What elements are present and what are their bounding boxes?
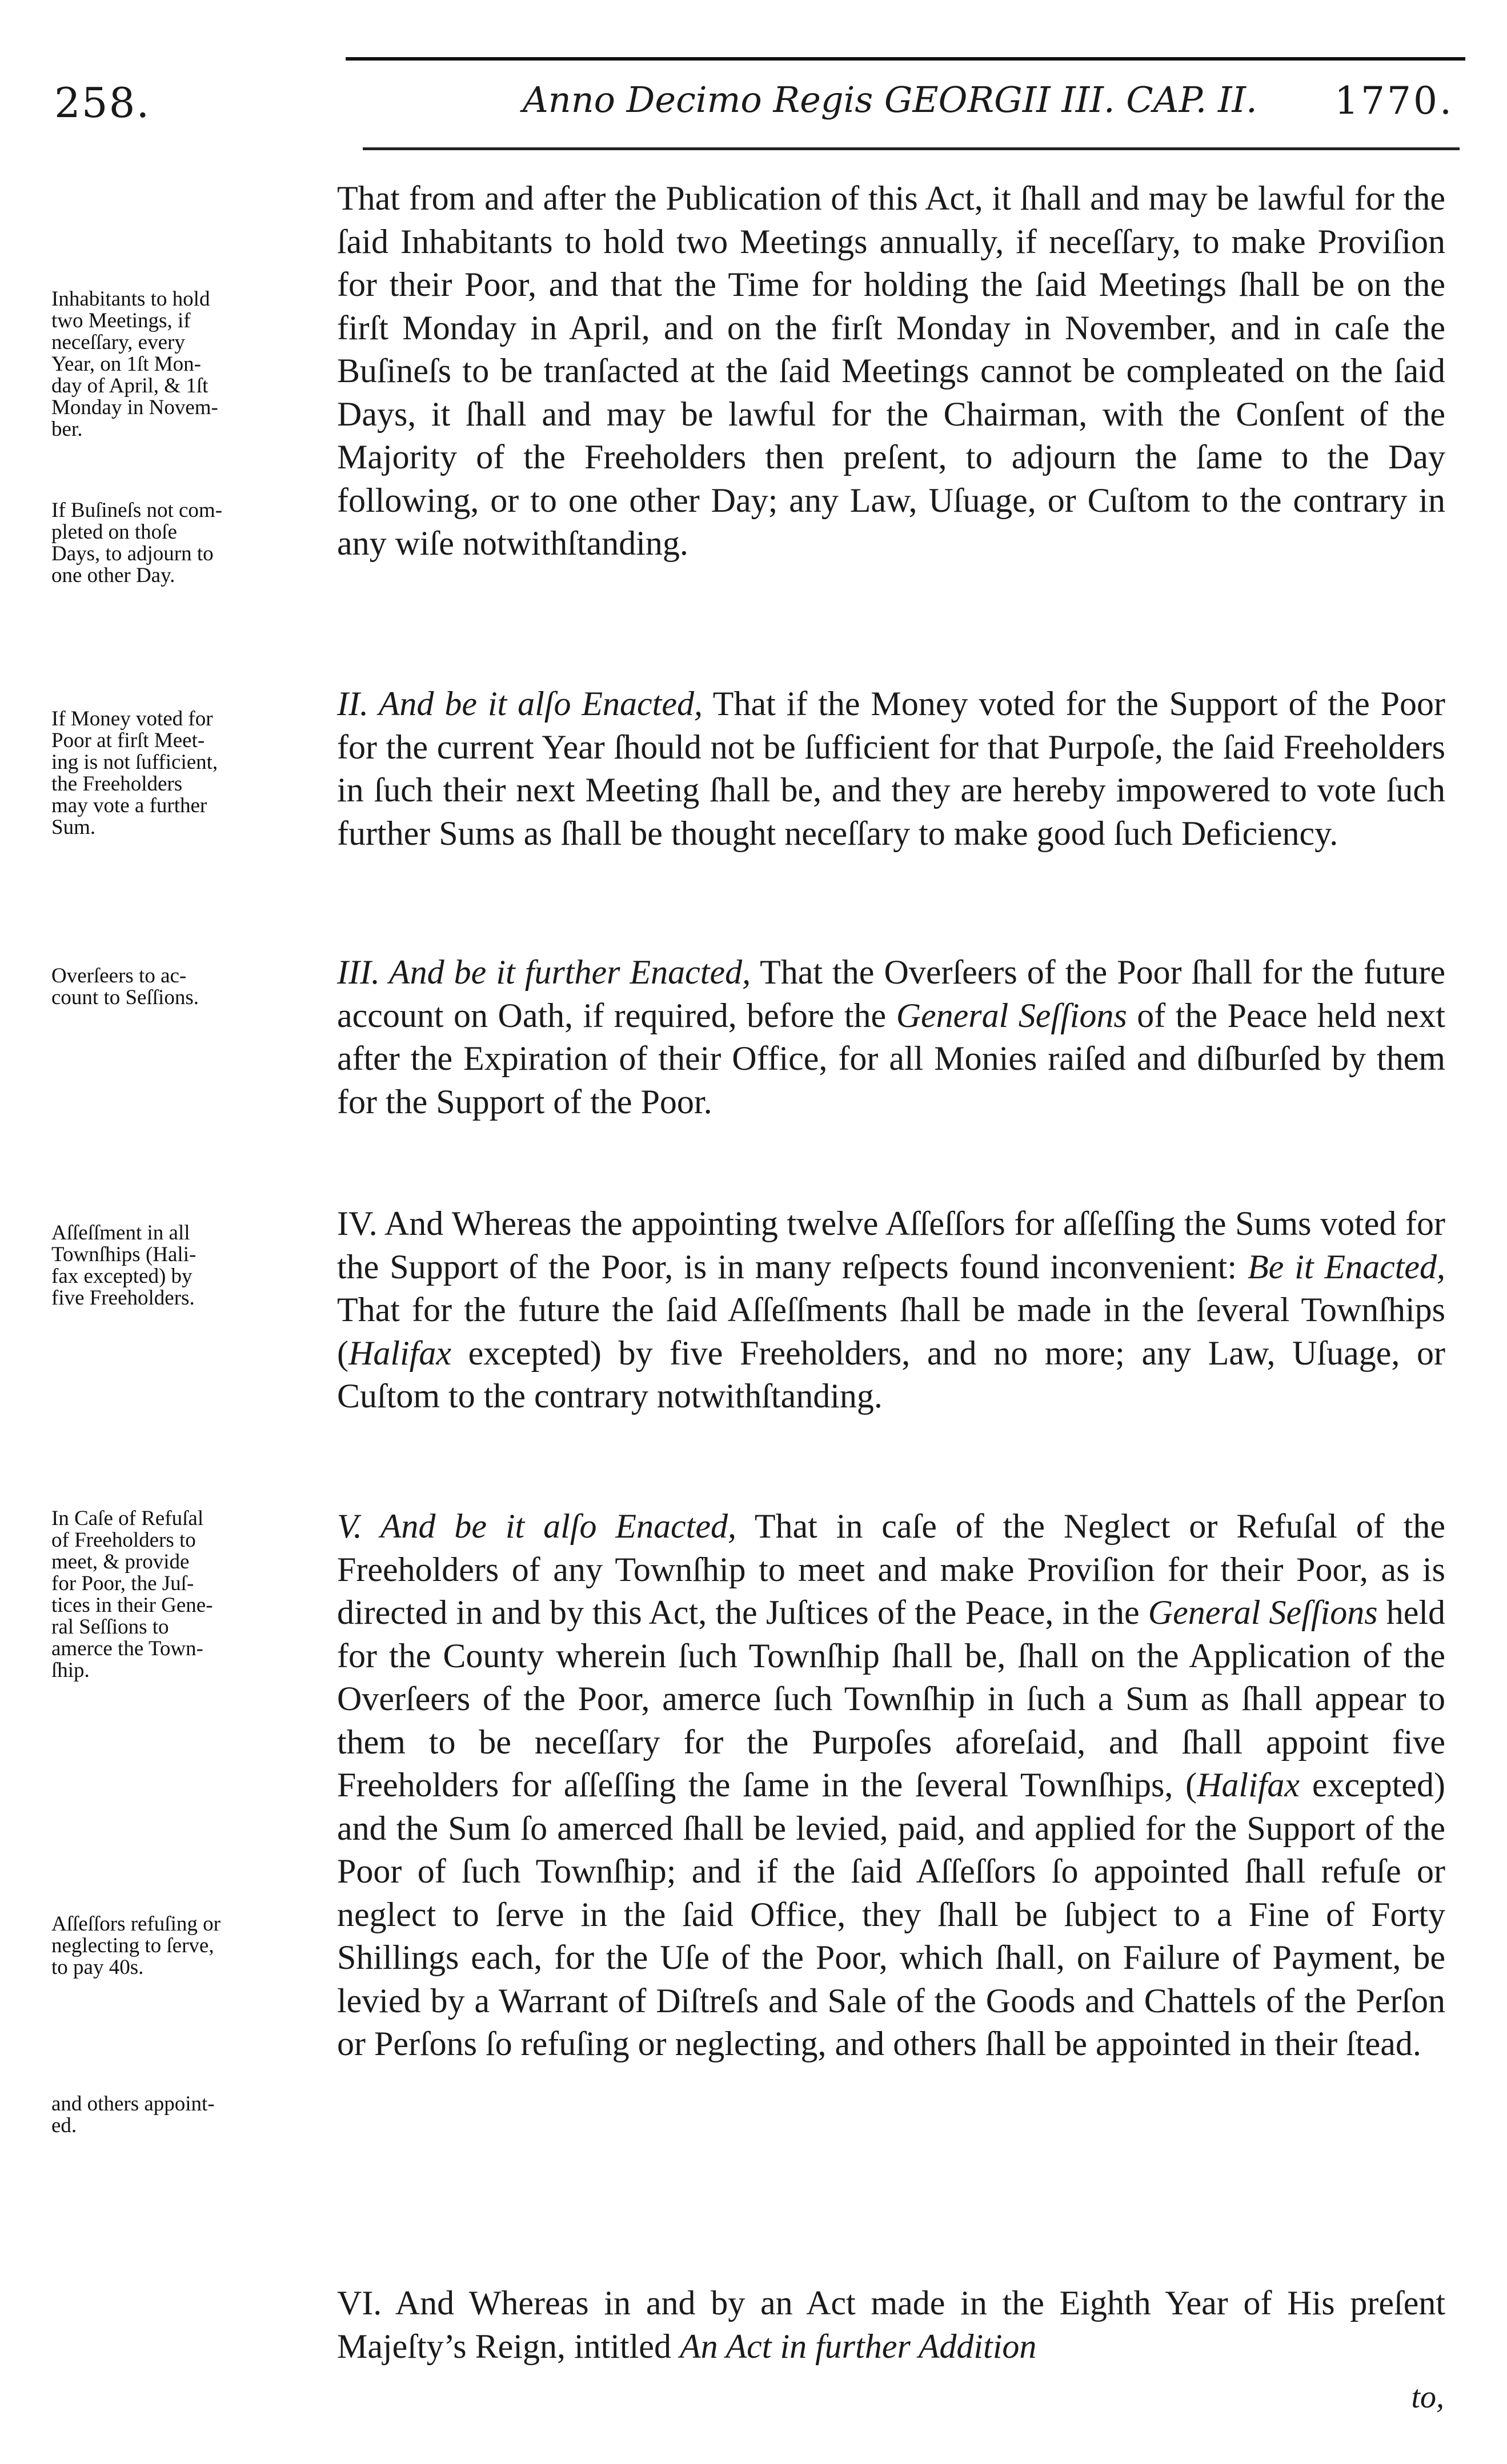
note-line: ral Seſſions to (51, 1615, 169, 1639)
note-line: day of April, & 1ſt (51, 374, 209, 398)
note-line: tices in their Gene- (51, 1594, 213, 1617)
note-line: Aſſeſſment in all (51, 1221, 190, 1245)
note-line: and others appoint- (51, 2092, 215, 2116)
header-bottom-rule (363, 147, 1460, 150)
section-lead-ii: II. And be it alſo Enacted, (337, 685, 703, 723)
note-line: neglecting to ſerve, (51, 1934, 214, 1957)
paragraph-5-italic-a: General Seſſions (1148, 1594, 1378, 1631)
paragraph-3-text-b: of the Peace held next after the Expiration of their Office, for all Monies raiſed and diſburſed by them for the Support of the Poor. (337, 996, 1446, 1121)
note-line: Poor at firſt Meet- (51, 729, 205, 752)
note-line: Days, to adjourn to (51, 542, 214, 565)
note-line: In Caſe of Refuſal (51, 1507, 204, 1530)
margin-note-assessors-fine (51, 1913, 337, 1979)
note-line: Inhabitants to hold (51, 287, 210, 311)
paragraph-6 (337, 2282, 1445, 2368)
note-line: ed. (51, 2114, 77, 2137)
paragraph-4-text-a: IV. And Whereas the appointing twelve Aſſeſſors for aſſeſſing the Sums voted for the Support of the Poor, is in many reſpects found inconvenient: (337, 1205, 1445, 1286)
margin-note-further-sum (51, 708, 337, 838)
page-number: 258. (54, 79, 151, 127)
paragraph-3-text-a: That the Overſeers of the Poor ſhall for the future account on Oath, if required, before the (337, 953, 1446, 1034)
note-line: ſhip. (51, 1659, 90, 1682)
margin-note-others-appointed (51, 2093, 337, 2137)
paragraph-6-text-a: VI. And Whereas in and by an Act made in the Eighth Year of His preſent Majeſty’s Reign, intitled (337, 2284, 1445, 2365)
note-line: Year, on 1ſt Mon- (51, 352, 201, 376)
paragraph-5-text-a: That in caſe of the Neglect or Refuſal of the Freeholders of any Townſhip to meet and make Proviſion for their Poor, as is directed in and by this Act, the Juſtices of the Peace, in the (337, 1507, 1446, 1631)
note-line: amerce the Town- (51, 1637, 203, 1660)
note-line: five Freeholders. (51, 1286, 195, 1310)
paragraph-5-italic-b: Halifax (1197, 1766, 1300, 1804)
note-line: pleted on thoſe (51, 520, 177, 544)
paragraph-2-text: That if the Money voted for the Support of the Poor for the current Year ſhould not be ſufficient for that Purpoſe, the ſaid Freeholders in ſuch their next Meeting ſhall be, and they are hereby impowered to vote ſuch further Sums as ſhall be thought neceſſary to make good ſuch Deficiency. (337, 685, 1445, 852)
note-line: meet, & provide (51, 1550, 190, 1574)
margin-note-overseers (51, 965, 337, 1009)
note-line: ber. (51, 418, 83, 441)
margin-note-refusal (51, 1508, 337, 1682)
note-line: may vote a further (51, 794, 207, 817)
paragraph-4-italic-a: Be it Enacted, (1247, 1247, 1446, 1286)
paragraph-4-text-b: That for the future the ſaid Aſſeſſments ſhall be made in the ſeveral Townſhips ( (337, 1291, 1445, 1372)
note-line: for Poor, the Juſ- (51, 1572, 194, 1595)
margin-note-meetings (51, 288, 337, 440)
note-line: If Buſineſs not com- (51, 499, 223, 522)
note-line: neceſſary, every (51, 331, 185, 354)
note-line: ing is not ſufficient, (51, 751, 218, 774)
note-line: Sum. (51, 816, 96, 839)
paragraph-4-italic-b: Halifax (348, 1334, 451, 1372)
paragraph-1-text: That from and after the Publication of this Act, it ſhall and may be lawful for the ſaid Inhabitants to hold two Meetings annually, if neceſſary, to make Proviſion for their Poor, and that the Time for holding the ſaid Meetings ſhall be on the firſt Monday in April, and on the firſt Monday in November, and in caſe the Buſineſs to be tranſacted at the ſaid Meetings cannot be compleated on the ſaid Days, it ſhall and may be lawful for the Chairman, with the Conſent of the Majority of the Freeholders then preſent, to adjourn the ſame to the Day following, or to one other Day; any Law, Uſuage, or Cuſtom to the contrary in any wiſe notwithſtanding. (337, 179, 1445, 562)
note-line: Overſeers to ac- (51, 964, 187, 988)
margin-note-assessment (51, 1222, 337, 1309)
running-title: Anno Decimo Regis GEORGII III. CAP. II. (523, 79, 1257, 121)
section-lead-v: V. And be it alſo Enacted, (337, 1507, 736, 1545)
running-head (54, 51, 1465, 166)
note-line: one other Day. (51, 564, 175, 587)
paragraph-6-italic: An Act in further Addition (679, 2327, 1037, 2365)
paragraph-5 (337, 1505, 1445, 2066)
note-line: Aſſeſſors refuſing or (51, 1912, 221, 1936)
note-line: If Money voted for (51, 707, 213, 731)
note-line: count to Seſſions. (51, 986, 199, 1009)
note-line: Monday in Novem- (51, 396, 218, 419)
paragraph-5-text-b: held for the County wherein ſuch Townſhip ſhall be, ſhall on the Application of the Overſeers of the Poor, amerce ſuch Townſhip in ſuch a Sum as ſhall appear to them to be neceſſary for the Purpoſes aforeſaid, and ſhall appoint five Freeholders for aſſeſſing the ſame in the ſeveral Townſhips, ( (337, 1594, 1446, 1804)
header-top-rule (346, 57, 1465, 61)
note-line: to pay 40s. (51, 1956, 144, 1979)
note-line: the Freeholders (51, 772, 183, 796)
note-line: of Freeholders to (51, 1528, 196, 1552)
catchword: to, (1411, 2379, 1444, 2415)
paragraph-1 (337, 177, 1445, 565)
paragraph-3-italic: General Seſſions (896, 996, 1127, 1034)
paragraph-4-text-c: excepted) by five Freeholders, and no more; any Law, Uſuage, or Cuſtom to the contrary notwithſtanding. (337, 1334, 1445, 1415)
margin-note-adjourn (51, 500, 337, 587)
paragraph-3 (337, 951, 1445, 1123)
paragraph-4 (337, 1202, 1445, 1418)
note-line: fax excepted) by (51, 1265, 193, 1288)
running-year: 1770. (1334, 79, 1454, 123)
paragraph-5-text-c: excepted) and the Sum ſo amerced ſhall be levied, paid, and applied for the Support of the Poor of ſuch Townſhip; and if the ſaid Aſſeſſors ſo appointed ſhall refuſe or neglect to ſerve in the ſaid Office, they ſhall be ſubject to a Fine of Forty Shillings each, for the Uſe of the Poor, which ſhall, on Failure of Payment, be levied by a Warrant of Diſtreſs and Sale of the Goods and Chattels of the Perſon or Perſons ſo refuſing or neglecting, and others ſhall be appointed in their ſtead. (337, 1766, 1446, 2062)
section-lead-iii: III. And be it further Enacted, (337, 953, 751, 991)
note-line: two Meetings, if (51, 309, 191, 332)
note-line: Townſhips (Hali- (51, 1243, 197, 1266)
paragraph-2 (337, 683, 1445, 855)
